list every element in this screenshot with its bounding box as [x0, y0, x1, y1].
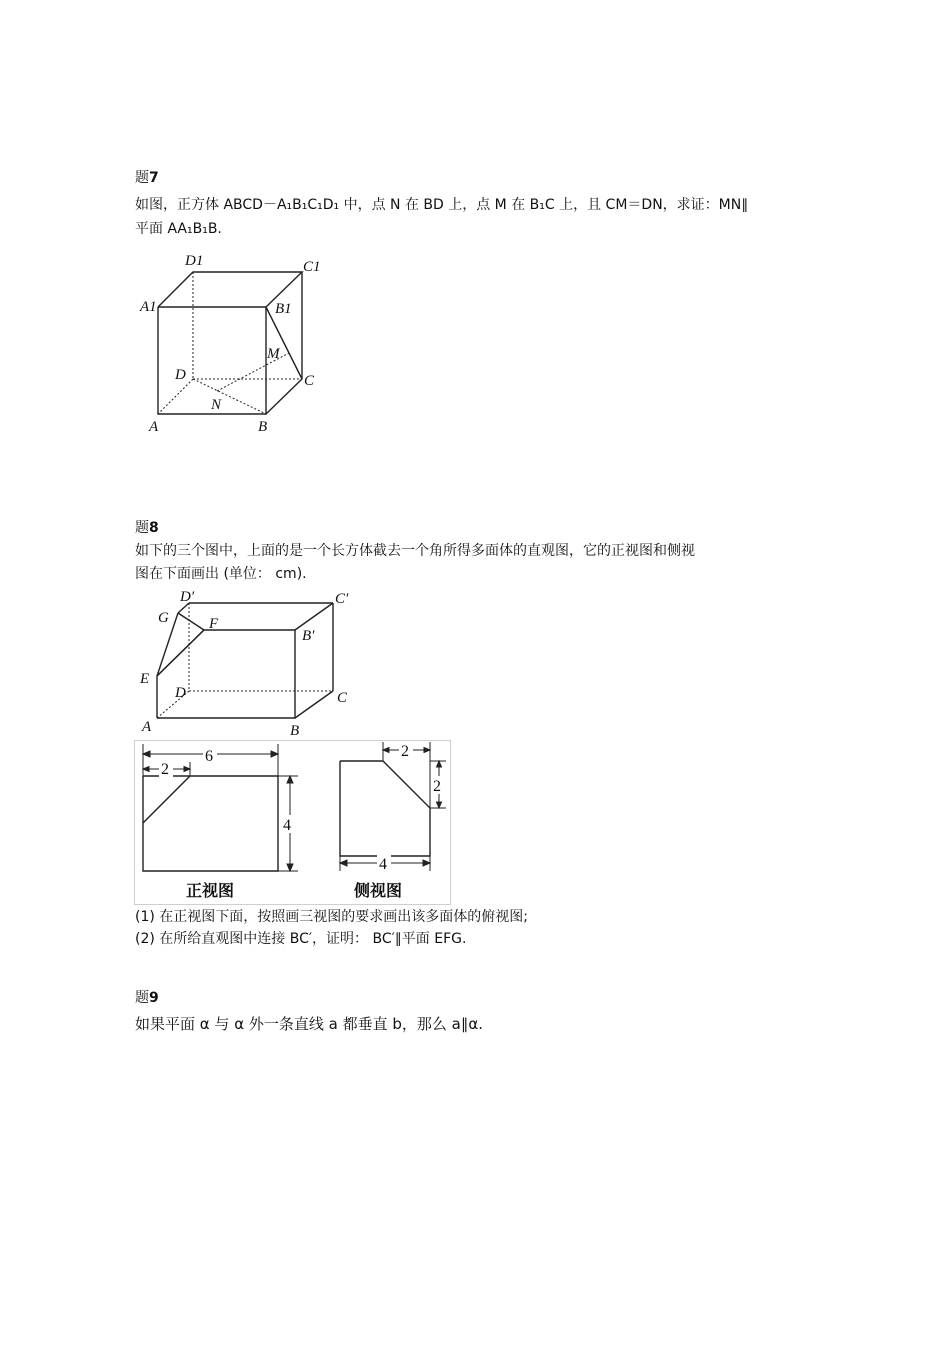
- label-n: N: [211, 397, 222, 413]
- label-c: C: [304, 373, 315, 389]
- label-g: G: [158, 610, 169, 626]
- label-d-prime: D′: [180, 589, 195, 605]
- q8-text-line2: 图在下面画出 (单位： cm).: [135, 566, 307, 582]
- front-dim-cut: 2: [161, 761, 169, 778]
- label-d1: D1: [185, 253, 204, 269]
- label-e: E: [140, 671, 150, 687]
- q8-polyhedron-figure: [135, 588, 375, 738]
- q7-heading-num: 7: [149, 170, 159, 186]
- q9-heading-prefix: 题: [135, 990, 149, 1006]
- label-d: D: [175, 367, 186, 383]
- q9-heading-num: 9: [149, 990, 159, 1006]
- front-view-caption: 正视图: [186, 881, 235, 900]
- q7-text-line1: 如图，正方体 ABCD－A₁B₁C₁D₁ 中，点 N 在 BD 上，点 M 在 B₁C 上，且 CM＝DN，求证：MN∥: [135, 197, 749, 213]
- label-b-lower: B: [290, 723, 300, 739]
- label-b: B: [258, 419, 268, 435]
- q8-three-views-figure: [134, 740, 452, 905]
- front-dim-width: 6: [205, 748, 213, 765]
- side-view-caption: 侧视图: [354, 881, 403, 900]
- side-dim-cut-width: 2: [401, 743, 409, 760]
- label-c-prime: C′: [335, 591, 349, 607]
- q8-text-line1: 如下的三个图中，上面的是一个长方体截去一个角所得多面体的直观图，它的正视图和侧视: [135, 543, 695, 559]
- q9-text-line1: 如果平面 α 与 α 外一条直线 a 都垂直 b，那么 a∥α.: [135, 1015, 483, 1033]
- label-c-lower: C: [337, 690, 348, 706]
- label-f: F: [209, 616, 219, 632]
- label-a-lower: A: [142, 719, 152, 735]
- q7-heading-prefix: 题: [135, 170, 149, 186]
- label-b1: B1: [275, 301, 292, 317]
- q8-heading-num: 8: [149, 520, 159, 536]
- q9-heading: [135, 988, 159, 1008]
- front-dim-height: 4: [283, 817, 291, 834]
- side-dim-cut-height: 2: [433, 778, 441, 795]
- q7-text-line2: 平面 AA₁B₁B.: [135, 221, 222, 237]
- q8-heading: [135, 518, 159, 538]
- side-dim-width: 4: [379, 856, 387, 873]
- q8-subquestion-1: (1) 在正视图下面，按照画三视图的要求画出该多面体的俯视图;: [135, 909, 528, 925]
- label-m: M: [267, 346, 280, 362]
- label-c1: C1: [303, 259, 321, 275]
- q7-cube-figure: [135, 245, 335, 445]
- label-b-prime: B′: [302, 628, 315, 644]
- q8-heading-prefix: 题: [135, 520, 149, 536]
- label-a: A: [149, 419, 159, 435]
- label-d-lower: D: [175, 685, 186, 701]
- label-a1: A1: [140, 299, 157, 315]
- q8-subquestion-2: (2) 在所给直观图中连接 BC′，证明： BC′∥平面 EFG.: [135, 931, 467, 947]
- q7-heading: [135, 168, 159, 188]
